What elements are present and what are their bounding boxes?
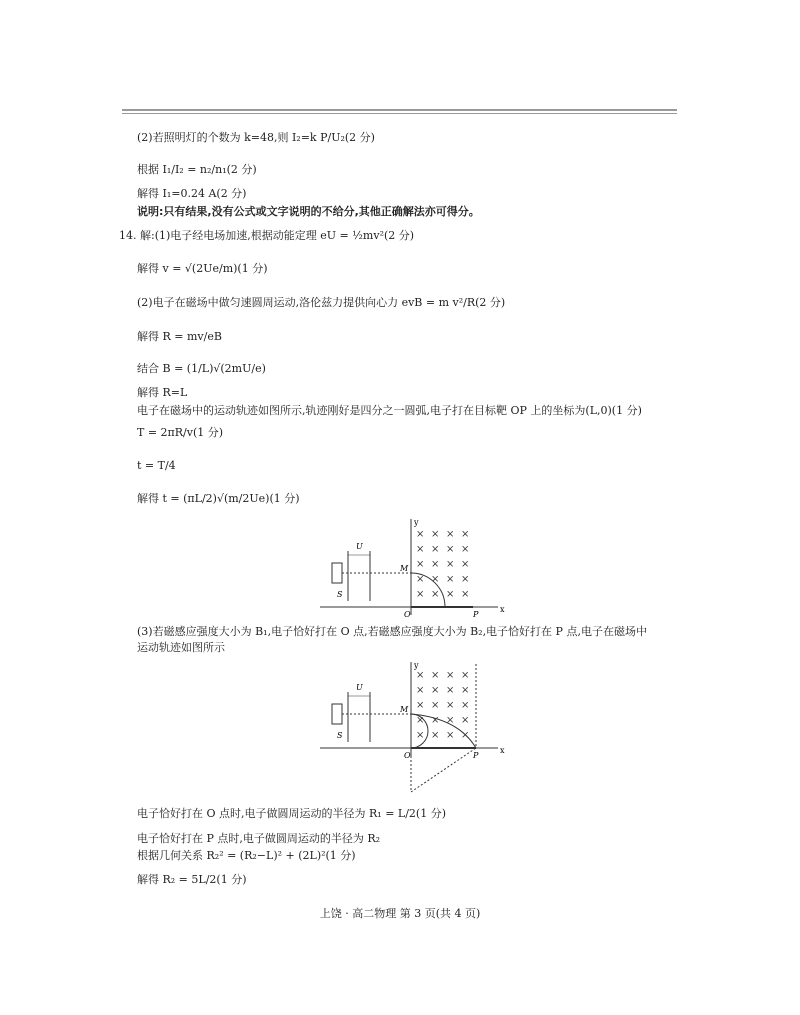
answer-line-r2-result: 解得 R₂ = 5L/2(1 分)	[137, 873, 247, 886]
figure-quarter-arc	[318, 515, 518, 620]
field-cross: ×	[416, 700, 425, 711]
field-cross: ×	[461, 670, 470, 681]
field-cross: ×	[446, 730, 455, 741]
field-cross: ×	[431, 670, 440, 681]
header-rule-bottom	[122, 113, 677, 114]
field-cross: ×	[461, 529, 470, 540]
answer-line-2: 根据 I₁/I₂ = n₂/n₁(2 分)	[137, 163, 257, 176]
field-cross: ×	[446, 574, 455, 585]
field-cross: ×	[446, 685, 455, 696]
field-cross: ×	[431, 574, 440, 585]
answer-line-rl: 解得 R=L	[137, 386, 188, 399]
answer-line-geometry: 根据几何关系 R₂² = (R₂−L)² + (2L)²(1 分)	[137, 849, 356, 862]
field-cross: ×	[461, 685, 470, 696]
page-footer: 上饶 · 高二物理 第 3 页(共 4 页)	[319, 907, 481, 920]
answer-line-t: t = T/4	[137, 459, 176, 472]
source-label: S	[337, 590, 343, 599]
answer-line-period: T = 2πR/v(1 分)	[137, 426, 224, 439]
field-cross: ×	[431, 715, 440, 726]
field-cross: ×	[416, 529, 425, 540]
magnetic-field-crosses	[416, 529, 469, 600]
field-cross: ×	[431, 529, 440, 540]
field-cross: ×	[446, 589, 455, 600]
trajectory-description: 电子在磁场中的运动轨迹如图所示,轨迹刚好是四分之一圆弧,电子打在目标靶 OP 上的坐标为(L,0)(1 分)	[137, 404, 642, 417]
answer-line-t-result: 解得 t = (πL/2)√(m/2Ue)(1 分)	[137, 492, 300, 505]
source-label: S	[337, 731, 343, 740]
field-cross: ×	[416, 559, 425, 570]
y-axis-label: y	[414, 518, 419, 527]
field-cross: ×	[446, 559, 455, 570]
field-cross: ×	[431, 544, 440, 555]
origin-label: O	[404, 751, 411, 760]
field-cross: ×	[461, 700, 470, 711]
field-cross: ×	[416, 730, 425, 741]
field-cross: ×	[446, 670, 455, 681]
field-cross: ×	[416, 589, 425, 600]
field-cross: ×	[446, 700, 455, 711]
point-m-label: M	[400, 564, 409, 573]
field-cross: ×	[431, 589, 440, 600]
q14-part2: (2)电子在磁场中做匀速圆周运动,洛伦兹力提供向心力 evB = m v²/R(2 分)	[137, 296, 506, 309]
field-cross: ×	[446, 544, 455, 555]
q14-part1: 14. 解:(1)电子经电场加速,根据动能定理 eU = ½mv²(2 分)	[119, 229, 415, 242]
header-rule-top	[122, 109, 677, 111]
answer-line-r: 解得 R = mv/eB	[137, 330, 222, 343]
field-cross: ×	[461, 544, 470, 555]
point-p-label: P	[473, 751, 479, 760]
field-cross: ×	[461, 559, 470, 570]
answer-line-r2-intro: 电子恰好打在 P 点时,电子做圆周运动的半径为 R₂	[137, 832, 381, 845]
voltage-label: U	[356, 683, 363, 692]
origin-label: O	[404, 610, 411, 619]
answer-line-1: (2)若照明灯的个数为 k=48,则 I₂=k P/U₂(2 分)	[137, 131, 375, 144]
figure-two-trajectories	[318, 660, 518, 795]
y-axis-label: y	[414, 661, 419, 670]
field-cross: ×	[431, 559, 440, 570]
x-axis-label: x	[500, 746, 505, 755]
answer-line-r1: 电子恰好打在 O 点时,电子做圆周运动的半径为 R₁ = L/2(1 分)	[137, 807, 446, 820]
field-cross: ×	[446, 715, 455, 726]
answer-line-v: 解得 v = √(2Ue/m)(1 分)	[137, 262, 268, 275]
field-cross: ×	[416, 574, 425, 585]
field-cross: ×	[461, 715, 470, 726]
field-cross: ×	[416, 670, 425, 681]
field-cross: ×	[461, 730, 470, 741]
field-cross: ×	[431, 685, 440, 696]
q14-part3-cont: 运动轨迹如图所示	[137, 641, 225, 654]
field-cross: ×	[416, 544, 425, 555]
field-cross: ×	[416, 685, 425, 696]
field-cross: ×	[461, 574, 470, 585]
scoring-note: 说明:只有结果,没有公式或文字说明的不给分,其他正确解法亦可得分。	[137, 205, 480, 218]
voltage-label: U	[356, 542, 363, 551]
q14-part3: (3)若磁感应强度大小为 B₁,电子恰好打在 O 点,若磁感应强度大小为 B₂,电子恰好打在 P 点,电子在磁场中	[137, 625, 647, 638]
magnetic-field-crosses	[416, 670, 469, 741]
x-axis-label: x	[500, 605, 505, 614]
field-cross: ×	[446, 529, 455, 540]
field-cross: ×	[431, 730, 440, 741]
answer-line-3: 解得 I₁=0.24 A(2 分)	[137, 187, 247, 200]
field-cross: ×	[431, 700, 440, 711]
field-cross: ×	[416, 715, 425, 726]
field-cross: ×	[461, 589, 470, 600]
point-m-label: M	[400, 705, 409, 714]
answer-line-b: 结合 B = (1/L)√(2mU/e)	[137, 362, 266, 375]
point-p-label: P	[473, 610, 479, 619]
